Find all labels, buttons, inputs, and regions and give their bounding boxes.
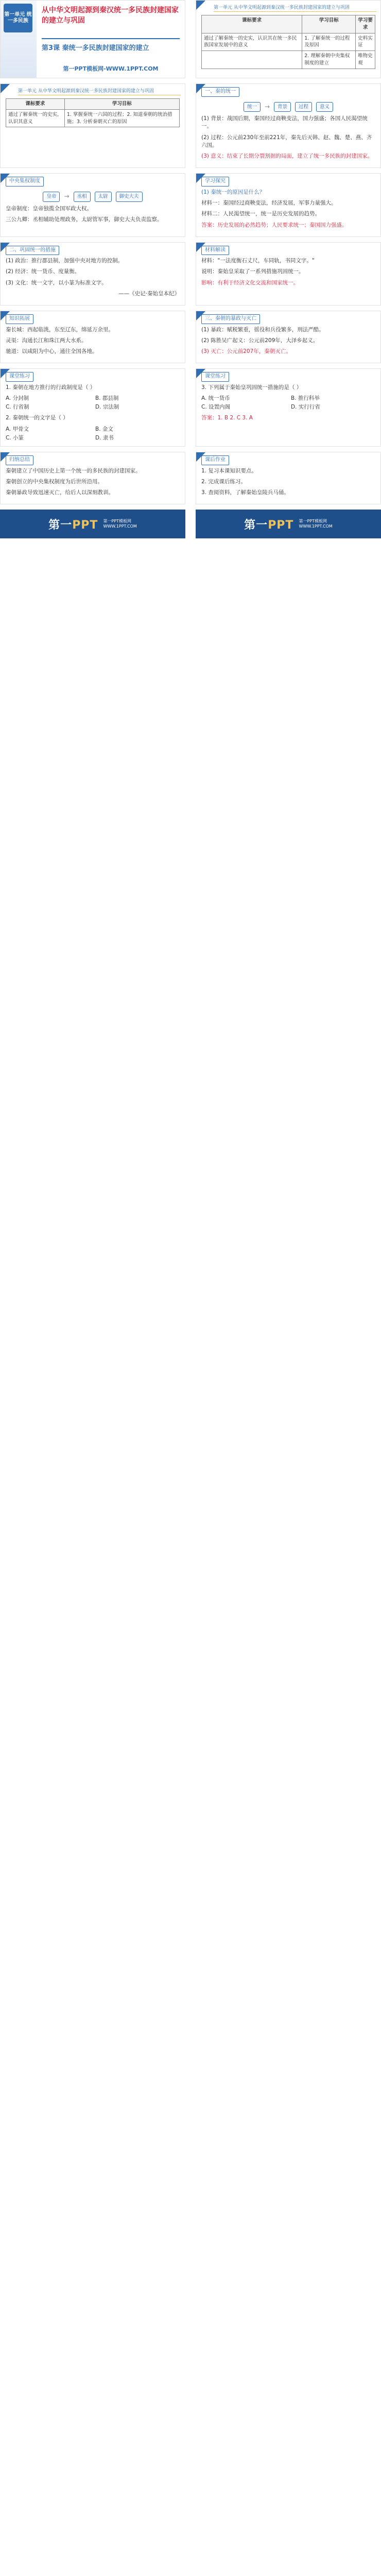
table-row: 通过了解秦统一的史实，认识其意义 1. 掌握秦统一六国的过程；2. 知道秦朝的统治措施；3. 分析秦朝灭亡的原因	[6, 109, 180, 127]
slide-fall: 三、秦朝的暴政与灭亡 (1) 暴政：赋税繁重，徭役和兵役繁多，刑法严酷。 (2) 陈胜吴广起义：公元前209年，大泽乡起义。 (3) 灭亡：公元前207年，秦朝灭亡。	[196, 311, 381, 363]
goals-table	[201, 15, 375, 69]
lesson-title: 第3课 秦统一多民族封建国家的建立	[42, 38, 180, 52]
slide-goals-1	[196, 0, 381, 78]
row-6	[0, 368, 381, 447]
cover-title: 从中华文明起源到秦汉统一多民族封建国家的建立与巩固	[42, 6, 179, 25]
slide-measures: 二、巩固统一的措施 (1) 政治：推行郡县制，加强中央对地方的控制。 (2) 经济：统一货币、度量衡。 (3) 文化：统一文字，以小篆为标准文字。 ——《史记·秦始皇本纪》	[0, 242, 185, 306]
table-header: 课标要求	[202, 15, 302, 33]
slide-header: 第一单元 从中华文明起源到秦汉统一多民族封建国家的建立与巩固	[214, 4, 376, 12]
slide-material: 材料解读 材料："一法度衡石丈尺，车同轨，书同文字。" 说明：秦始皇采取了一系列措施巩固统一。 影响：有利于经济文化交流和国家统一。	[196, 242, 381, 306]
slide-homework: 课后作业 1. 复习本课知识要点。 2. 完成课后练习。 3. 查阅资料，了解秦始皇陵兵马俑。	[196, 452, 381, 504]
cover-slide	[0, 0, 185, 78]
slide-central: 中央集权制度 皇帝 → 丞相 太尉 御史大夫 皇帝制度：皇帝独揽全国军政大权。 三公九卿：丞相辅助处理政务，太尉管军事，御史大夫负责监察。	[0, 173, 185, 236]
section-tag: 一、秦的统一	[201, 87, 239, 97]
unit-label: 第一单元 统一多民族	[4, 4, 32, 32]
table-header: 学习目标	[302, 15, 356, 33]
slide-header: 第一单元 从中华文明起源到秦汉统一多民族封建国家的建立与巩固	[18, 87, 181, 95]
page	[0, 0, 381, 544]
slide-extension: 知识拓展 秦长城：西起临洮，东至辽东，绵延万余里。 灵渠：沟通长江和珠江两大水系。 驰道：以咸阳为中心，通往全国各地。	[0, 311, 185, 363]
org-diagram: 皇帝 → 丞相 太尉 御史大夫	[6, 192, 180, 202]
diagram: 统一 → 背景 过程 意义	[201, 102, 375, 112]
goals-table-2: 课标要求 学习目标 通过了解秦统一的史实，认识其意义 1. 掌握秦统一六国的过程；2. 知道秦朝的统治措施；3. 分析秦朝灭亡的原因	[6, 98, 180, 127]
table-header: 学习要求	[356, 15, 375, 33]
slide-summary: 归纳总结 秦朝建立了中国历史上第一个统一的多民族的封建国家。 秦朝创立的中央集权制度为后世所沿用。 秦朝暴政导致迅速灭亡，给后人以深刻教训。	[0, 452, 185, 504]
row-3	[0, 173, 381, 236]
slide-unification: 一、秦的统一 统一 → 背景 过程 意义 (1) 背景：战国后期，秦国经过商鞅变法，国力强盛；各国人民渴望统一。 (2) 过程：公元前230年至前221年，秦先后灭韩、赵、魏、楚、燕、齐六国。 (3) 意义：结束了长期分裂割据的局面，建立了统一多民族的封建国家。	[196, 83, 381, 168]
table-row: 通过了解秦统一的史实，认识其在统一多民族国家发展中的意义 1. 了解秦统一的过程及原因 史料实证	[202, 33, 375, 51]
site-name: 第一PPT模板网-WWW.1PPT.COM	[63, 65, 159, 72]
table-row: 2. 理解秦朝中央集权制度的建立 唯物史观	[202, 51, 375, 69]
row-footer	[0, 510, 381, 538]
row-5	[0, 311, 381, 363]
row-7	[0, 452, 381, 504]
slide-goals-2	[0, 83, 185, 168]
slide-exercise-2: 课堂练习 3. 下列属于秦始皇巩固统一措施的是（ ） A. 统一货币 B. 推行科举 C. 设置内阁 D. 实行行省 答案：1. B 2. C 3. A	[196, 368, 381, 447]
cover-left-panel	[1, 1, 37, 78]
row-4	[0, 242, 381, 306]
logo: 第一PPT	[48, 518, 98, 532]
footer-banner: 第一PPT 第一PPT模板网 WWW.1PPT.COM	[0, 510, 185, 538]
row-1	[0, 0, 381, 78]
footer-banner-2: 第一PPT 第一PPT模板网 WWW.1PPT.COM	[196, 510, 381, 538]
row-2	[0, 83, 381, 168]
slide-explore: 学习探究 (1) 秦统一的原因是什么？ 材料一：秦国经过商鞅变法，经济发展，军事力量强大。 材料二：人民渴望统一，统一是历史发展的趋势。 答案：历史发展的必然趋势；人民要求统一；秦国国力强盛。	[196, 173, 381, 236]
slide-exercise-1: 课堂练习 1. 秦朝在地方推行的行政制度是（ ） A. 分封制 B. 郡县制 C. 行省制 D. 宗法制 2. 秦朝统一的文字是（ ） A. 甲骨文 B. 金文 C. 小篆 D. 隶书	[0, 368, 185, 447]
